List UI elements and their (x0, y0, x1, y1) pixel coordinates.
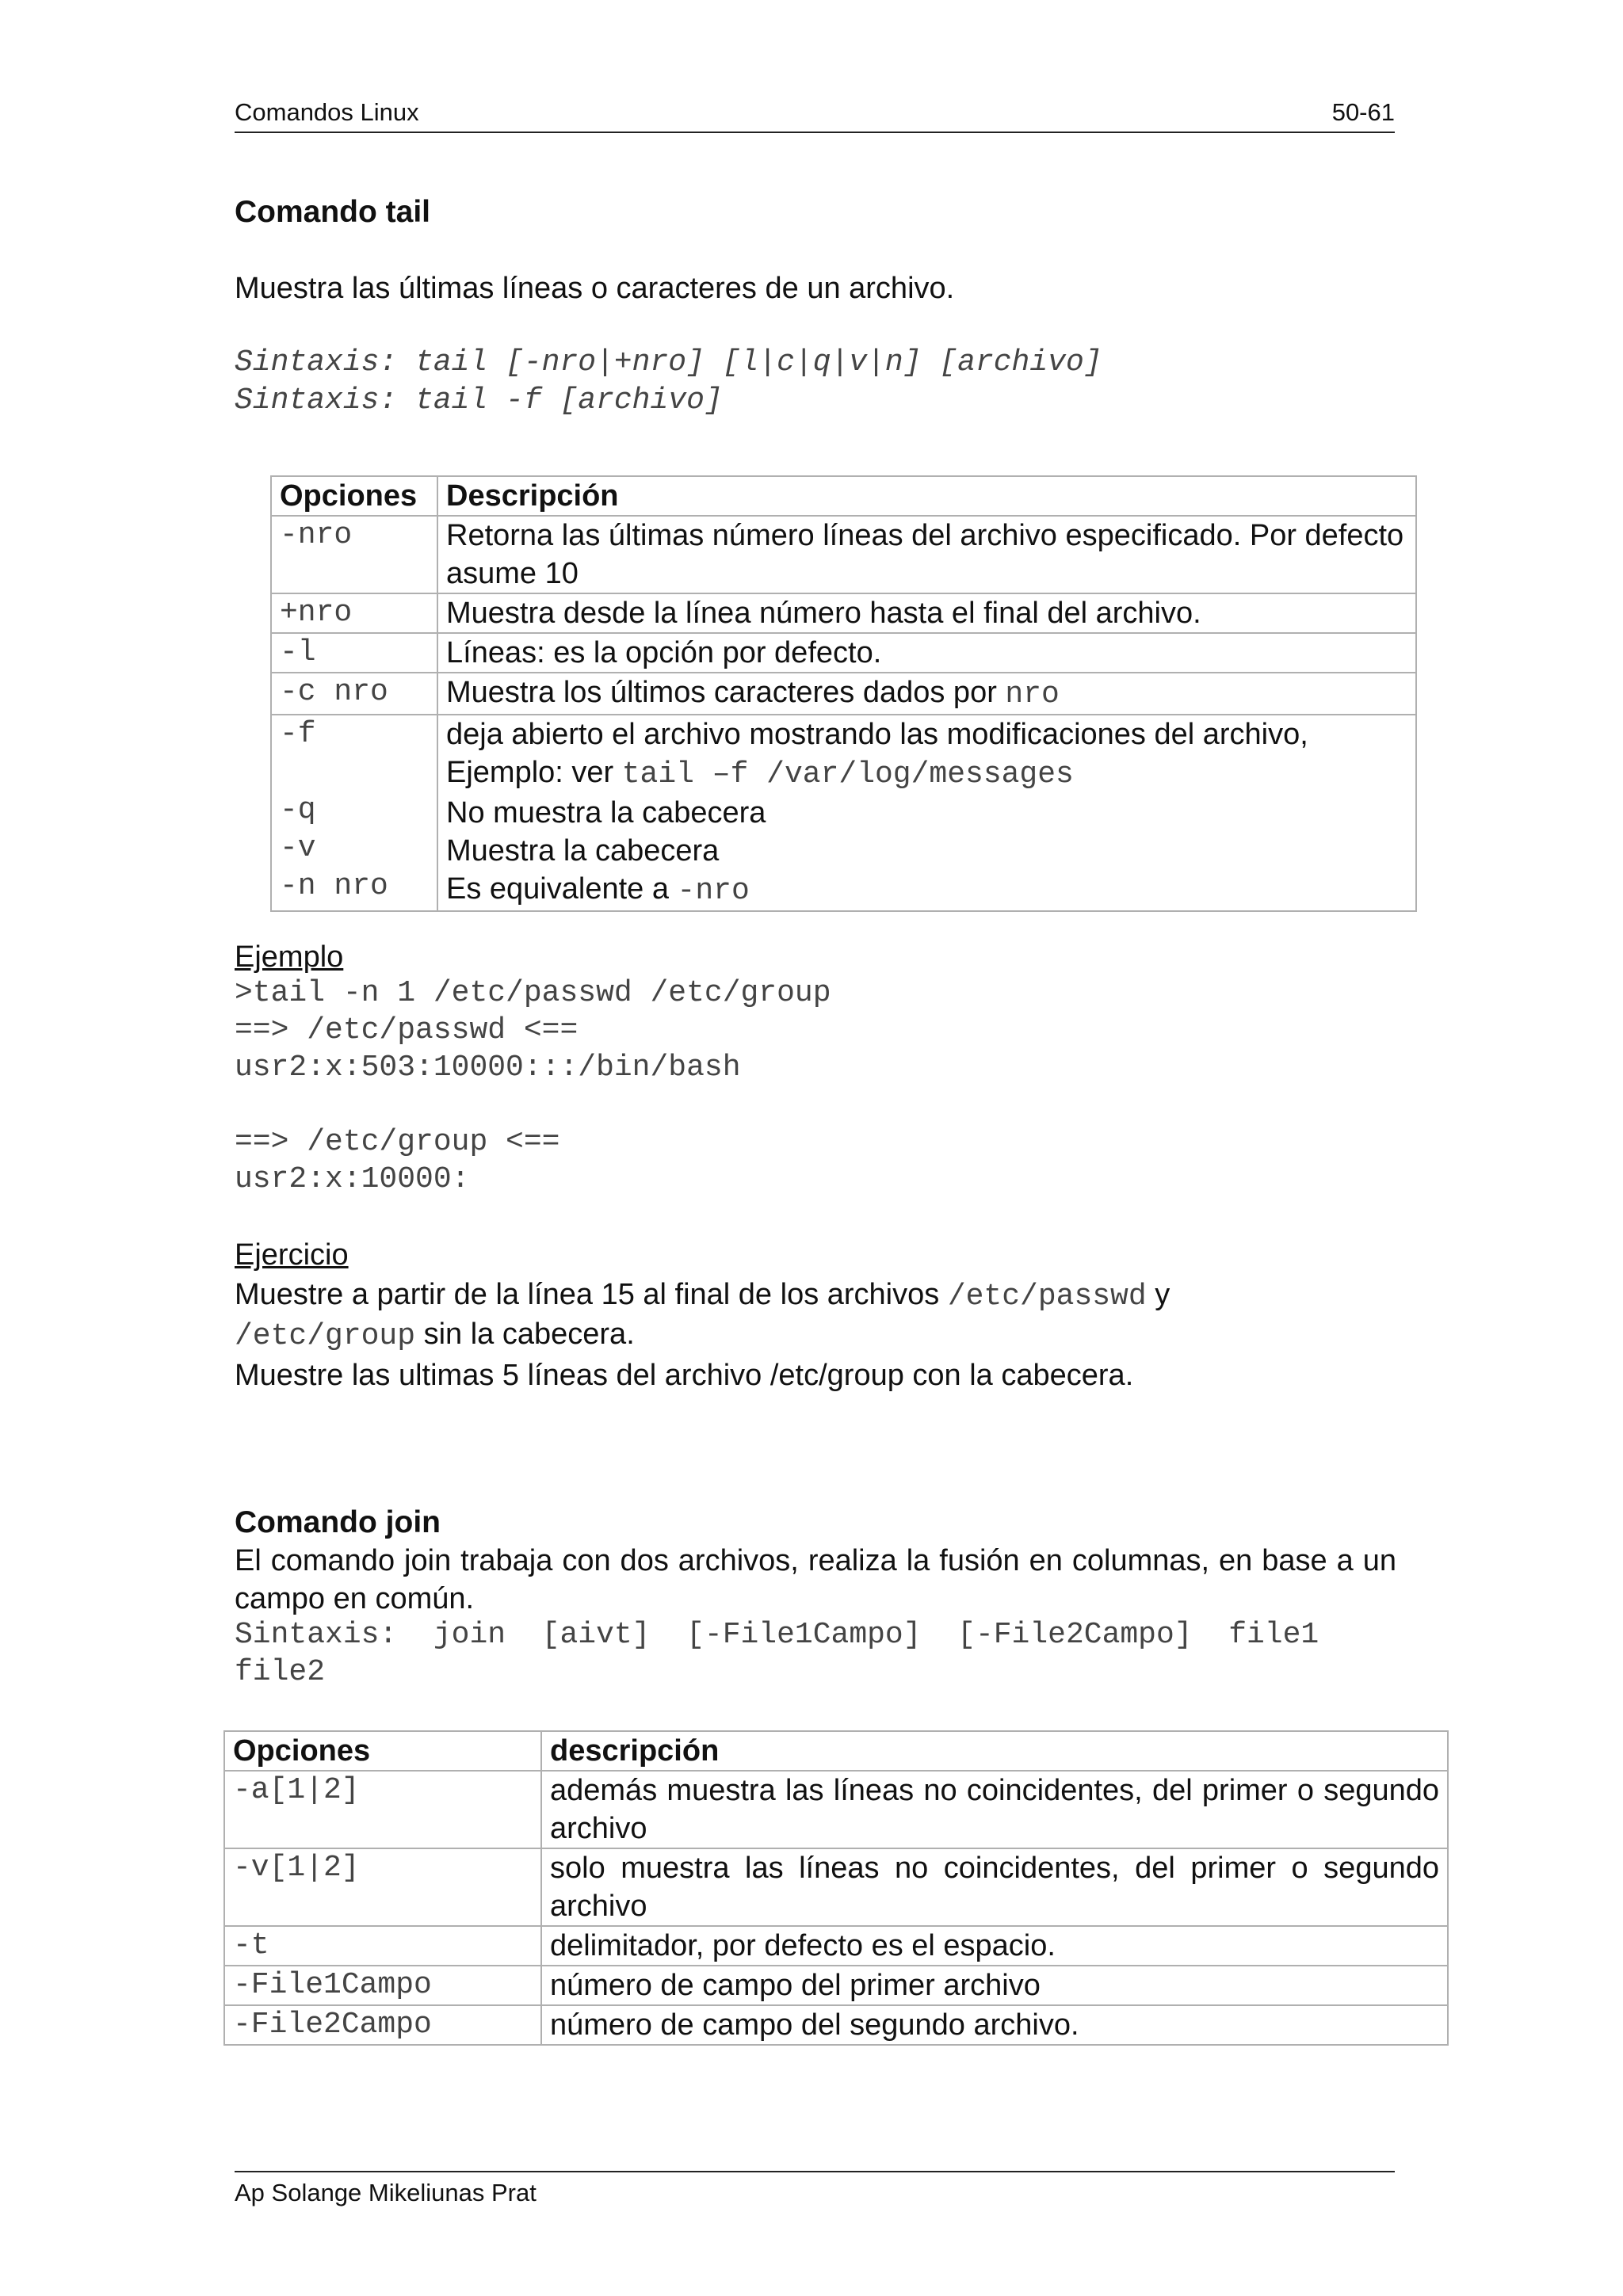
description-code: -nro (677, 874, 750, 908)
option-cell: -a[1|2] (224, 1771, 541, 1848)
table-header-options: Opciones (271, 476, 437, 516)
example-line: usr2:x:503:10000:::/bin/bash (235, 1051, 741, 1085)
exercise-text: Muestre a partir de la línea 15 al final de los archivos (235, 1278, 948, 1311)
description-f-example (446, 753, 1407, 794)
exercise-text: y (1146, 1278, 1170, 1311)
tail-title: Comando tail (235, 195, 431, 229)
table-row (271, 516, 1416, 593)
option-cell: -File1Campo (224, 1966, 541, 2005)
table-row (271, 593, 1416, 633)
option-cell: -c nro (271, 673, 437, 715)
exercise-2: Muestre las ultimas 5 líneas del archivo /etc/group con la cabecera. (235, 1359, 1134, 1392)
option-cell: -l (271, 633, 437, 673)
table-header-description: descripción (541, 1731, 1448, 1771)
option-cell: -t (224, 1926, 541, 1966)
description-v: Muestra la cabecera (446, 834, 720, 868)
tail-syntax-1: Sintaxis: tail [-nro|+nro] [l|c|q|v|n] [archivo] (235, 345, 1102, 379)
option-cell: +nro (271, 593, 437, 633)
description-cell: número de campo del segundo archivo. (541, 2005, 1448, 2045)
table-header-row (224, 1731, 1448, 1771)
description-cell: Retorna las últimas número líneas del archivo especificado. Por defecto asume 10 (437, 516, 1416, 593)
tail-syntax-2: Sintaxis: tail -f [archivo] (235, 383, 723, 418)
description-cell: Muestra desde la línea número hasta el final del archivo. (437, 593, 1416, 633)
page-footer (235, 2171, 1395, 2207)
description-code: tail –f /var/log/messages (621, 757, 1074, 791)
table-row (224, 2005, 1448, 2045)
join-description: El comando join trabaja con dos archivos, realiza la fusión en columnas, en base a un campo en común. (235, 1544, 1396, 1615)
page-header (235, 97, 1395, 133)
example-line: >tail -n 1 /etc/passwd /etc/group (235, 976, 831, 1010)
table-header-description: Descripción (437, 476, 1416, 516)
option-f: -f (280, 717, 316, 751)
table-header-options: Opciones (224, 1731, 541, 1771)
option-n: -n nro (280, 869, 388, 903)
example-line: ==> /etc/passwd <== (235, 1013, 579, 1047)
table-row (271, 673, 1416, 715)
description-text: Es equivalente a (446, 872, 678, 906)
exercise-1-line-1 (235, 1276, 1400, 1316)
description-cell (437, 673, 1416, 715)
table-row (224, 1771, 1448, 1848)
option-cell: -v[1|2] (224, 1848, 541, 1926)
exercise-label: Ejercicio (235, 1238, 349, 1272)
description-cell: delimitador, por defecto es el espacio. (541, 1926, 1448, 1966)
description-text: Ejemplo: ver (446, 756, 622, 789)
description-cell-group (437, 715, 1416, 911)
option-v: -v (280, 831, 316, 865)
description-q: No muestra la cabecera (446, 796, 766, 830)
example-line: ==> /etc/group <== (235, 1125, 560, 1159)
footer-author: Ap Solange Mikeliunas Prat (235, 2179, 537, 2206)
page-number: 50-61 (1331, 98, 1395, 126)
tail-options-table (270, 475, 1417, 912)
table-row (224, 1926, 1448, 1966)
option-cell: -nro (271, 516, 437, 593)
table-row (224, 1966, 1448, 2005)
description-cell: solo muestra las líneas no coincidentes, del primer o segundo archivo (541, 1848, 1448, 1926)
option-cell: -File2Campo (224, 2005, 541, 2045)
table-header-row (271, 476, 1416, 516)
example-line: usr2:x:10000: (235, 1162, 470, 1196)
join-options-table (223, 1730, 1449, 2046)
table-row-group (271, 715, 1416, 911)
join-syntax-line-1: Sintaxis: join [aivt] [-File1Campo] [-File2Campo] file1 (235, 1618, 1319, 1652)
description-cell: número de campo del primer archivo (541, 1966, 1448, 2005)
join-syntax-line-2: file2 (235, 1655, 326, 1689)
table-row (224, 1848, 1448, 1926)
description-cell: Líneas: es la opción por defecto. (437, 633, 1416, 673)
tail-description: Muestra las últimas líneas o caracteres de un archivo. (235, 272, 955, 305)
exercise-1-line-2 (235, 1315, 1400, 1356)
join-title: Comando join (235, 1505, 441, 1539)
description-text: Muestra los últimos caracteres dados por (446, 676, 1006, 709)
description-n (446, 870, 1407, 910)
header-title: Comandos Linux (235, 98, 419, 126)
description-code: nro (1005, 677, 1060, 711)
exercise-path: /etc/passwd (947, 1280, 1147, 1314)
example-label: Ejemplo (235, 940, 344, 974)
option-cell-group (271, 715, 437, 911)
table-row (271, 633, 1416, 673)
description-f: deja abierto el archivo mostrando las modificaciones del archivo, (446, 718, 1308, 751)
description-cell: además muestra las líneas no coincidentes, del primer o segundo archivo (541, 1771, 1448, 1848)
exercise-path: /etc/group (235, 1319, 416, 1353)
option-q: -q (280, 793, 316, 827)
exercise-text: sin la cabecera. (415, 1318, 635, 1351)
